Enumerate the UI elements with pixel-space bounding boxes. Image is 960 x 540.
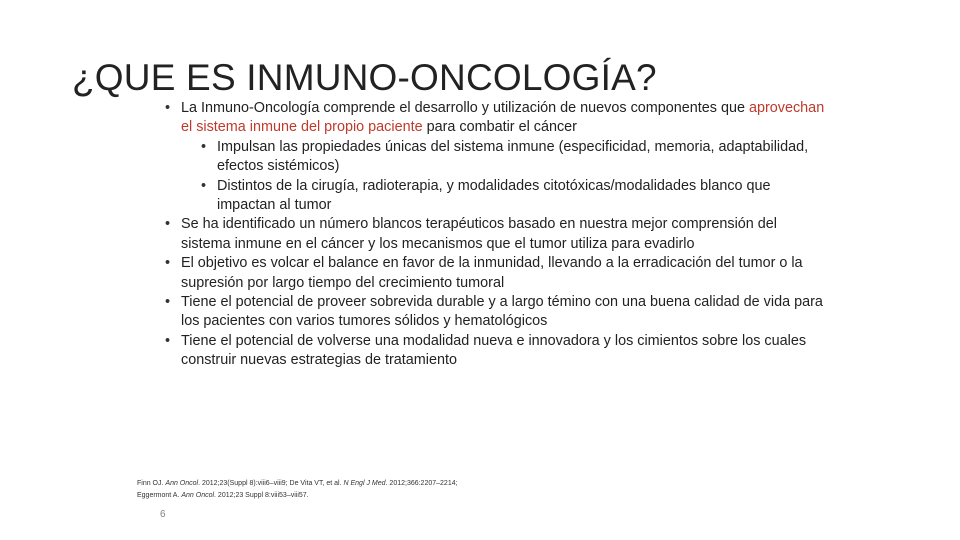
reference-line [137, 478, 837, 490]
bullet-item [165, 99, 825, 215]
references [137, 478, 837, 502]
ref-journal: N Engl J Med [343, 480, 386, 487]
sub-bullet-item: • Impulsan las propiedades únicas del sistema inmune (especificidad, memoria, adaptabilidad, efectos sistémicos) [201, 138, 825, 177]
sub-bullet-item: • Distintos de la cirugía, radioterapia, y modalidades citotóxicas/modalidades blanco que impactan al tumor [201, 177, 825, 216]
bullet-text: La Inmuno-Oncología comprende el desarrollo y utilización de nuevos componentes que [181, 100, 749, 116]
bullet-item: • Tiene el potencial de proveer sobrevida durable y a largo témino con una buena calidad de vida para los pacientes con varios tumores sólidos y hematológicos [165, 293, 825, 332]
ref-text: . 2012;23(Suppl 8):viii6–viii9; De Vita VT, et al. [198, 480, 344, 487]
highlighted-text: aprovechan el sistema inmune del propio paciente [181, 100, 825, 136]
bullet-item: • El objetivo es volcar el balance en favor de la inmunidad, llevando a la erradicación del tumor o la supresión por largo tiempo del crecimiento tumoral [165, 254, 825, 293]
page-number: 6 [160, 509, 166, 520]
ref-text: Finn OJ. [137, 480, 166, 487]
ref-journal: Ann Oncol [165, 480, 199, 487]
bullet-text: para combatir el cáncer [422, 119, 577, 136]
sub-bullet-list [181, 138, 825, 216]
bullet-item: • Tiene el potencial de volverse una modalidad nueva e innovadora y los cimientos sobre los cuales construir nuevas estrategias de tratamiento [165, 332, 825, 371]
ref-text: . 2012;23 Suppl 8:viii53–viii57. [214, 492, 309, 499]
ref-text: . 2012;366:2207–2214; [385, 480, 458, 487]
slide-title: ¿QUE ES INMUNO-ONCOLOGÍA? [72, 57, 657, 98]
bullet-item: • Se ha identificado un número blancos terapéuticos basado en nuestra mejor comprensión del sistema inmune en el cáncer y los mecanismos que el tumor utiliza para evadirlo [165, 215, 825, 254]
ref-text: Eggermont A. [137, 492, 182, 499]
reference-line [137, 490, 837, 502]
bullet-list [165, 99, 825, 371]
ref-journal: Ann Oncol [181, 492, 215, 499]
